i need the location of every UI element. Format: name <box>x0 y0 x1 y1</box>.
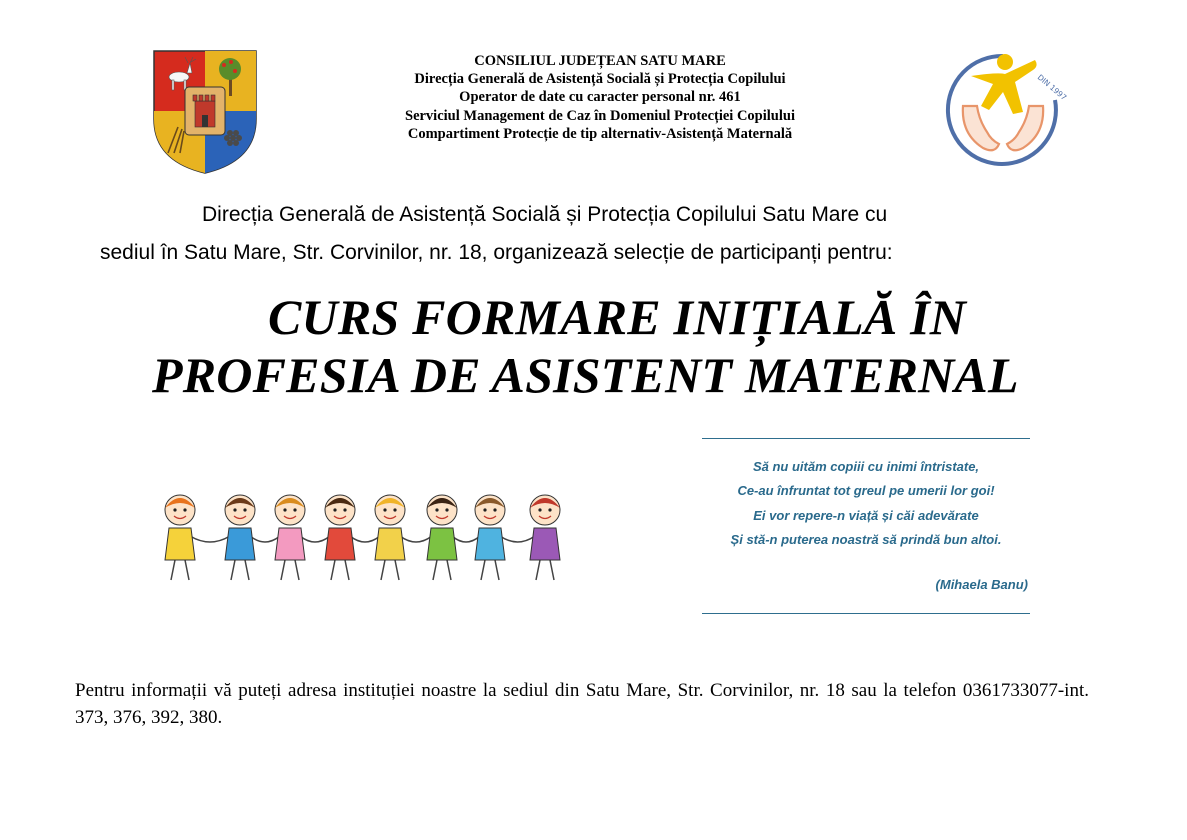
poem-top-rule <box>702 438 1030 439</box>
poem-line: Ce-au înfruntat tot greul pe umerii lor goi! <box>737 483 995 499</box>
logo-year-text: DIN 1997 <box>1035 72 1069 103</box>
child-figure-icon <box>375 495 432 580</box>
child-figure-icon <box>325 495 380 580</box>
poem-line: Ei vor repere-n viață și căi adevărate <box>753 507 979 523</box>
header-line: Direcția Generală de Asistență Socială și Protecția Copilului <box>414 71 786 88</box>
poem-line: Și stă-n puterea noastră să prindă bun altoi. <box>730 531 1002 547</box>
county-crest-icon <box>152 49 258 175</box>
header-line: CONSILIUL JUDEȚEAN SATU MARE <box>474 53 726 69</box>
intro-line: sediul în Satu Mare, Str. Corvinilor, nr. 18, organizează selecție de participanți pentru: <box>100 241 893 264</box>
poem-bottom-rule <box>702 613 1030 614</box>
title-line: CURS FORMARE INIȚIALĂ ÎN <box>268 289 967 345</box>
header-line: Operator de date cu caracter personal nr. 461 <box>459 89 741 106</box>
intro-line: Direcția Generală de Asistență Socială și Protecția Copilului Satu Mare cu <box>202 203 888 226</box>
child-figure-icon <box>530 495 560 580</box>
child-figure-icon <box>165 495 230 580</box>
poem <box>700 455 1032 552</box>
header-line: Serviciul Management de Caz în Domeniul Protecției Copilului <box>405 107 795 124</box>
poem-line: Să nu uităm copiii cu inimi întristate, <box>752 459 980 474</box>
child-figure-icon <box>225 495 280 580</box>
child-figure-icon <box>475 495 535 580</box>
poem-author: (Mihaela Banu) <box>935 577 1028 592</box>
dgaspc-logo-icon <box>943 48 1069 170</box>
header-line: Compartiment Protecție de tip alternativ-Asistență Maternală <box>407 125 793 142</box>
intro-paragraph <box>70 196 1110 272</box>
header-block <box>350 52 850 143</box>
child-figure-icon <box>275 495 330 580</box>
title-line: PROFESIA DE ASISTENT MATERNAL <box>152 347 1019 403</box>
child-figure-icon <box>427 495 480 580</box>
children-holding-hands-icon <box>150 488 580 588</box>
contact-info: Pentru informații vă puteți adresa instituției noastre la sediul din Satu Mare, Str. Corvinilor, nr. 18 sau la telefon 0361733077-int. 373, 376, 392, 380. <box>75 680 1089 728</box>
course-title <box>110 288 1050 404</box>
